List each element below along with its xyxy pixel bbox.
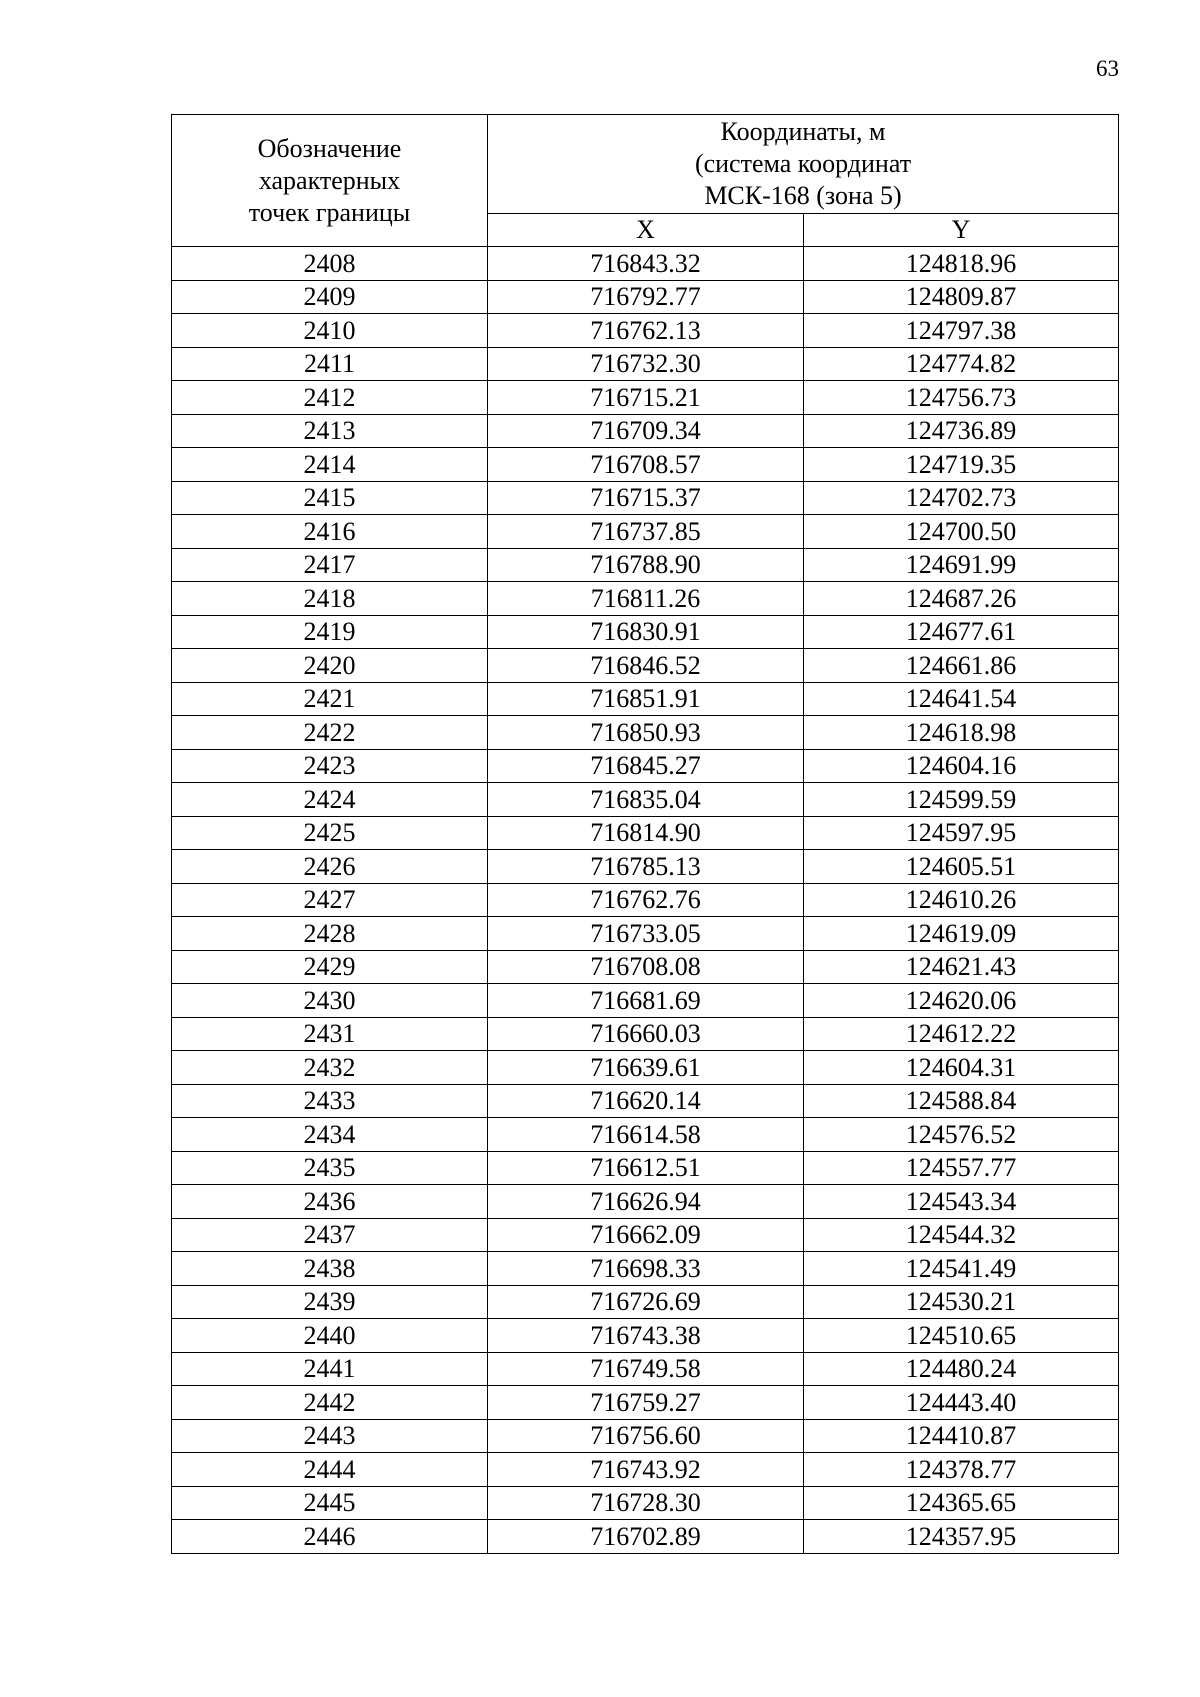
cell-y: 124621.43 (804, 950, 1119, 984)
cell-x: 716759.27 (488, 1386, 804, 1420)
header-point-designation (172, 115, 488, 247)
cell-y: 124557.77 (804, 1151, 1119, 1185)
cell-y: 124604.31 (804, 1051, 1119, 1085)
page-number: 63 (1096, 56, 1119, 81)
cell-point: 2430 (172, 984, 488, 1018)
table-row (172, 582, 1119, 616)
cell-x: 716835.04 (488, 783, 804, 817)
cell-point: 2426 (172, 850, 488, 884)
table-row (172, 1352, 1119, 1386)
cell-x: 716843.32 (488, 247, 804, 281)
cell-point: 2417 (172, 548, 488, 582)
table-row (172, 1252, 1119, 1286)
cell-point: 2442 (172, 1386, 488, 1420)
cell-point: 2414 (172, 448, 488, 482)
cell-y: 124677.61 (804, 615, 1119, 649)
cell-x: 716715.21 (488, 381, 804, 415)
cell-x: 716726.69 (488, 1285, 804, 1319)
cell-y: 124719.35 (804, 448, 1119, 482)
cell-y: 124576.52 (804, 1118, 1119, 1152)
table-row (172, 1285, 1119, 1319)
cell-point: 2443 (172, 1419, 488, 1453)
table-row (172, 448, 1119, 482)
cell-point: 2427 (172, 883, 488, 917)
cell-x: 716660.03 (488, 1017, 804, 1051)
table-row (172, 381, 1119, 415)
cell-point: 2415 (172, 481, 488, 515)
cell-y: 124797.38 (804, 314, 1119, 348)
table-row (172, 1520, 1119, 1554)
cell-y: 124543.34 (804, 1185, 1119, 1219)
table-row (172, 1151, 1119, 1185)
cell-y: 124597.95 (804, 816, 1119, 850)
table-row (172, 682, 1119, 716)
cell-point: 2422 (172, 716, 488, 750)
cell-point: 2432 (172, 1051, 488, 1085)
table-row (172, 1419, 1119, 1453)
cell-y: 124691.99 (804, 548, 1119, 582)
cell-x: 716811.26 (488, 582, 804, 616)
cell-point: 2412 (172, 381, 488, 415)
table-row (172, 1453, 1119, 1487)
cell-point: 2431 (172, 1017, 488, 1051)
table-row (172, 1486, 1119, 1520)
table-row (172, 850, 1119, 884)
cell-x: 716756.60 (488, 1419, 804, 1453)
cell-x: 716614.58 (488, 1118, 804, 1152)
cell-x: 716715.37 (488, 481, 804, 515)
cell-x: 716850.93 (488, 716, 804, 750)
cell-point: 2413 (172, 414, 488, 448)
table-row (172, 1084, 1119, 1118)
header-designation-line: точек границы (248, 197, 411, 227)
cell-y: 124809.87 (804, 280, 1119, 314)
cell-x: 716788.90 (488, 548, 804, 582)
cell-point: 2433 (172, 1084, 488, 1118)
cell-y: 124610.26 (804, 883, 1119, 917)
cell-point: 2441 (172, 1352, 488, 1386)
cell-x: 716743.92 (488, 1453, 804, 1487)
table-body (172, 247, 1119, 1554)
cell-x: 716762.76 (488, 883, 804, 917)
table-row (172, 481, 1119, 515)
cell-point: 2408 (172, 247, 488, 281)
cell-y: 124700.50 (804, 515, 1119, 549)
table-row (172, 716, 1119, 750)
header-coordinates-line: Координаты, м (720, 117, 886, 146)
cell-y: 124774.82 (804, 347, 1119, 381)
cell-x: 716698.33 (488, 1252, 804, 1286)
cell-x: 716709.34 (488, 414, 804, 448)
table-row (172, 1386, 1119, 1420)
cell-point: 2411 (172, 347, 488, 381)
cell-y: 124736.89 (804, 414, 1119, 448)
cell-point: 2419 (172, 615, 488, 649)
header-designation-line: Обозначение (257, 133, 402, 163)
cell-point: 2437 (172, 1218, 488, 1252)
header-coordinates-line: (система координат (694, 149, 912, 178)
cell-y: 124410.87 (804, 1419, 1119, 1453)
cell-y: 124541.49 (804, 1252, 1119, 1286)
cell-x: 716846.52 (488, 649, 804, 683)
cell-point: 2434 (172, 1118, 488, 1152)
cell-x: 716749.58 (488, 1352, 804, 1386)
cell-point: 2423 (172, 749, 488, 783)
cell-y: 124604.16 (804, 749, 1119, 783)
cell-y: 124756.73 (804, 381, 1119, 415)
table-row (172, 1319, 1119, 1353)
cell-x: 716626.94 (488, 1185, 804, 1219)
cell-point: 2409 (172, 280, 488, 314)
table-row (172, 749, 1119, 783)
cell-y: 124378.77 (804, 1453, 1119, 1487)
cell-x: 716845.27 (488, 749, 804, 783)
cell-x: 716762.13 (488, 314, 804, 348)
cell-point: 2446 (172, 1520, 488, 1554)
cell-point: 2444 (172, 1453, 488, 1487)
cell-point: 2435 (172, 1151, 488, 1185)
cell-point: 2420 (172, 649, 488, 683)
cell-x: 716830.91 (488, 615, 804, 649)
table-row (172, 783, 1119, 817)
table-row (172, 883, 1119, 917)
cell-x: 716708.08 (488, 950, 804, 984)
table-row (172, 816, 1119, 850)
cell-y: 124620.06 (804, 984, 1119, 1018)
cell-y: 124818.96 (804, 247, 1119, 281)
cell-point: 2410 (172, 314, 488, 348)
cell-point: 2440 (172, 1319, 488, 1353)
cell-point: 2421 (172, 682, 488, 716)
cell-point: 2424 (172, 783, 488, 817)
header-y: Y (804, 214, 1119, 247)
cell-y: 124365.65 (804, 1486, 1119, 1520)
cell-x: 716728.30 (488, 1486, 804, 1520)
cell-point: 2418 (172, 582, 488, 616)
cell-x: 716620.14 (488, 1084, 804, 1118)
cell-y: 124443.40 (804, 1386, 1119, 1420)
table-row (172, 1185, 1119, 1219)
header-designation-line: характерных (258, 165, 401, 195)
cell-x: 716732.30 (488, 347, 804, 381)
cell-point: 2416 (172, 515, 488, 549)
cell-y: 124661.86 (804, 649, 1119, 683)
cell-point: 2429 (172, 950, 488, 984)
table-row (172, 548, 1119, 582)
cell-y: 124618.98 (804, 716, 1119, 750)
cell-x: 716681.69 (488, 984, 804, 1018)
table-row (172, 280, 1119, 314)
table-row (172, 950, 1119, 984)
cell-point: 2425 (172, 816, 488, 850)
cell-y: 124702.73 (804, 481, 1119, 515)
table-row (172, 1017, 1119, 1051)
table-row (172, 515, 1119, 549)
cell-x: 716785.13 (488, 850, 804, 884)
header-coordinates (488, 115, 1119, 214)
cell-x: 716662.09 (488, 1218, 804, 1252)
cell-y: 124599.59 (804, 783, 1119, 817)
cell-y: 124480.24 (804, 1352, 1119, 1386)
cell-y: 124612.22 (804, 1017, 1119, 1051)
cell-y: 124687.26 (804, 582, 1119, 616)
table-row (172, 1051, 1119, 1085)
cell-point: 2436 (172, 1185, 488, 1219)
cell-x: 716639.61 (488, 1051, 804, 1085)
cell-point: 2438 (172, 1252, 488, 1286)
coordinates-table (171, 114, 1119, 1554)
table-row (172, 615, 1119, 649)
table-row (172, 1218, 1119, 1252)
cell-x: 716792.77 (488, 280, 804, 314)
table-row (172, 247, 1119, 281)
cell-y: 124530.21 (804, 1285, 1119, 1319)
header-coordinates-line: МСК-168 (зона 5) (704, 181, 902, 210)
cell-x: 716743.38 (488, 1319, 804, 1353)
cell-x: 716612.51 (488, 1151, 804, 1185)
cell-y: 124510.65 (804, 1319, 1119, 1353)
cell-x: 716702.89 (488, 1520, 804, 1554)
cell-point: 2439 (172, 1285, 488, 1319)
cell-point: 2428 (172, 917, 488, 951)
cell-y: 124544.32 (804, 1218, 1119, 1252)
table-row (172, 314, 1119, 348)
cell-y: 124605.51 (804, 850, 1119, 884)
table-row (172, 1118, 1119, 1152)
table-row (172, 414, 1119, 448)
header-x: X (488, 214, 804, 247)
table-row (172, 649, 1119, 683)
cell-x: 716851.91 (488, 682, 804, 716)
cell-x: 716737.85 (488, 515, 804, 549)
cell-y: 124641.54 (804, 682, 1119, 716)
cell-y: 124357.95 (804, 1520, 1119, 1554)
table-row (172, 917, 1119, 951)
table-row (172, 347, 1119, 381)
table-row (172, 984, 1119, 1018)
cell-y: 124619.09 (804, 917, 1119, 951)
cell-x: 716708.57 (488, 448, 804, 482)
cell-x: 716814.90 (488, 816, 804, 850)
cell-y: 124588.84 (804, 1084, 1119, 1118)
cell-point: 2445 (172, 1486, 488, 1520)
cell-x: 716733.05 (488, 917, 804, 951)
